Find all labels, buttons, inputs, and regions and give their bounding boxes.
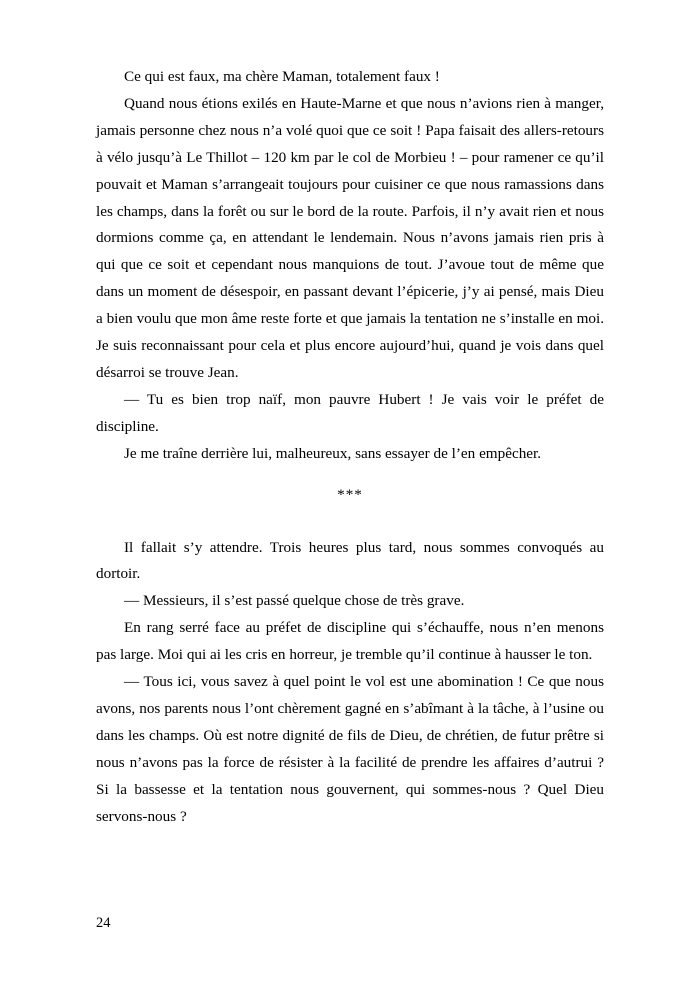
paragraph: Ce qui est faux, ma chère Maman, totalement faux ! — [124, 68, 440, 85]
page-text-body — [96, 64, 604, 830]
page-number: 24 — [96, 915, 111, 931]
paragraph: Quand nous étions exilés en Haute-Marne et que nous n’avions rien à manger, jamais personne chez nous n’a volé quoi que ce soit ! Papa faisait des allers-retours à vélo jusqu’à Le Thillot – 120 km par le col de Morbieu ! – pour ramener ce qu’il pouvait et Maman s’arrangeait toujours pour cuisiner ce que nous ramassions dans les champs, dans la forêt ou sur le bord de la route. Parfois, il n’y avait rien et nous dormions comme ça, en attendant le lendemain. Nous n’avons jamais rien pris à qui que ce soit et cependant nous manquions de tout. J’avoue tout de même que dans un moment de désespoir, en passant devant l’épicerie, j’y ai pensé, mais Dieu a bien voulu que mon âme reste forte et que jamais la tentation ne s’installe en moi. Je suis reconnaissant pour cela et plus encore aujourd’hui, quand je vois dans quel désarroi se trouve Jean. — [96, 94, 604, 381]
paragraph: En rang serré face au préfet de discipline qui s’échauffe, nous n’en menons pas large. Moi qui ai les cris en horreur, je tremble qu’il continue à hausser le ton. — [96, 619, 604, 664]
spacer — [96, 468, 604, 482]
paragraph: Il fallait s’y attendre. Trois heures plus tard, nous sommes convoqués au dortoir. — [96, 538, 604, 583]
paragraph: Je me traîne derrière lui, malheureux, sans essayer de l’en empêcher. — [124, 444, 542, 462]
paragraph: — Messieurs, il s’est passé quelque chose de très grave. — [124, 592, 465, 610]
paragraph: — Tu es bien trop naïf, mon pauvre Hubert ! Je vais voir le préfet de discipline. — [96, 390, 604, 435]
spacer — [96, 509, 604, 535]
paragraph: — Tous ici, vous savez à quel point le vol est une abomination ! Ce que nous avons, nos parents nous l’ont chèrement gagné en s’abîmant à la tâche, à l’usine ou dans les champs. Où est notre dignité de fils de Dieu, de chrétien, de futur prêtre si nous n’avons pas la force de résister à la facilité de prendre les affaires d’autrui ? Si la bassesse et la tentation nous gouvernent, qui sommes-nous ? Quel Dieu servons-nous ? — [96, 673, 604, 825]
section-divider: *** — [337, 485, 363, 503]
